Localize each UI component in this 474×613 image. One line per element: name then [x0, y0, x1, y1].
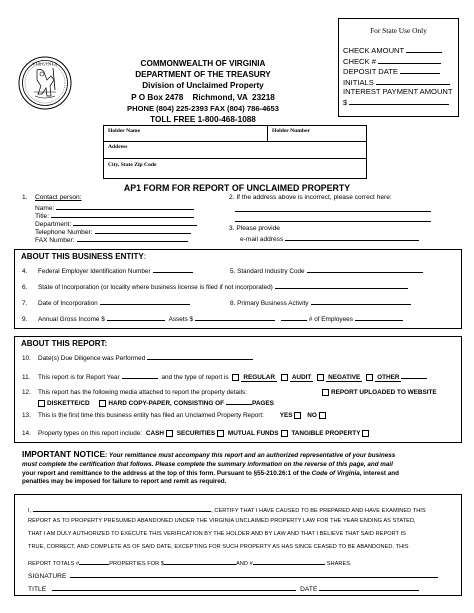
form-title: AP1 FORM FOR REPORT OF UNCLAIMED PROPERTY — [123, 183, 351, 193]
page-count-field[interactable] — [226, 397, 252, 405]
tangible-property-checkbox[interactable] — [362, 430, 369, 437]
shares-count-field[interactable] — [253, 557, 325, 565]
other-checkbox[interactable] — [366, 374, 373, 381]
address-label: Address — [108, 144, 128, 150]
business-entity-title: ABOUT THIS BUSINESS ENTITY: — [21, 252, 146, 261]
hard-copy-checkbox[interactable] — [99, 400, 106, 407]
address-field[interactable] — [104, 142, 366, 159]
contact-department-field[interactable]: Department: — [35, 218, 197, 229]
q14-property-types: 14. Property types on this report include: CASH SECURITIES MUTUAL FUNDS TANGIBLE PROPERTY — [22, 430, 371, 437]
title-date-row: TITLE DATE — [28, 583, 419, 593]
negative-checkbox[interactable] — [317, 374, 324, 381]
cert-line-2: REPORT AS TO PROPERTY PRESUMED ABANDONED UNDER THE VIRGINIA UNCLAIMED PROPERTY LAW FOR THE YEAR ENDING AS STATED, — [28, 518, 416, 524]
employees-field[interactable] — [281, 313, 307, 321]
deposit-date-field[interactable]: DEPOSIT DATE — [343, 66, 453, 77]
contact-fax-field[interactable]: FAX Number: — [35, 234, 188, 245]
header-toll-free: TOLL FREE 1-800-468-1088 — [150, 115, 256, 125]
cert-line-5: REPORT TOTALS # PROPERTIES FOR $ AND # SHARES. — [28, 557, 352, 567]
corrected-address-line-2[interactable] — [235, 214, 431, 225]
property-count-field[interactable] — [79, 557, 109, 565]
initials-field[interactable]: INITIALS — [343, 77, 453, 88]
notice-line-4: penalties may be imposed for failure to report and remit as required. — [22, 478, 227, 486]
property-amount-field[interactable] — [164, 557, 236, 565]
holder-name-label: Holder Name — [108, 128, 141, 134]
city-state-zip-field[interactable] — [104, 159, 366, 178]
holder-name-field[interactable] — [104, 126, 268, 142]
diskette-checkbox[interactable] — [38, 400, 45, 407]
q5-sic-field[interactable]: 5. Standard Industry Code — [230, 265, 423, 275]
q9-financials: 9. Annual Gross Income $ Assets $ # of Employees — [22, 313, 403, 323]
mutual-funds-checkbox[interactable] — [281, 430, 288, 437]
contact-title-field[interactable]: Title: — [35, 210, 194, 221]
cert-line-3: THAT I AM DULY AUTHORIZED TO EXECUTE THIS VERIFICATION BY THE HOLDER AND BY LAW AND THAT I BELIEVE THAT SAID REPORT IS — [28, 531, 406, 537]
q6-state-of-incorporation-field[interactable]: 6. State of Incorporation (or locality where business license is filed if not incorporated) — [22, 281, 408, 291]
header-block — [118, 58, 288, 125]
header-department: DEPARTMENT OF THE TREASURY — [135, 70, 271, 80]
holder-number-field[interactable] — [268, 126, 366, 142]
notice-title: IMPORTANT NOTICE — [22, 449, 106, 459]
q7-date-of-incorporation-field[interactable]: 7. Date of Incorporation — [22, 297, 190, 307]
notice-line-2: must complete the certification that follows. Please complete the summary information on the reverse of this page, and mail — [22, 460, 393, 468]
q4-fein-field[interactable]: 4. Federal Employer Identification Number — [22, 265, 193, 275]
contact-section — [22, 194, 462, 246]
holder-box — [103, 125, 367, 179]
date-field[interactable] — [319, 583, 419, 591]
state-use-title: For State Use Only — [370, 26, 427, 35]
holder-number-label: Holder Number — [272, 128, 310, 134]
contact-person-label: Contact person: — [35, 194, 82, 201]
q1-number: 1. — [22, 194, 28, 201]
city-state-zip-label: City, State Zip Code — [108, 162, 157, 168]
important-notice: IMPORTANT NOTICE: Your remittance must accompany this report and an authorized representative of your business must complete the certification that follows. Please complete the summary information on the reverse of this page, and mail your report and remittance to the address at the top of this form. Pursuant to §55-210.26:1 of the Code of Virginia, interest and penalties may be imposed for failure to report and remit as required. — [22, 450, 462, 487]
certifier-name-field[interactable] — [33, 504, 211, 512]
q2-label: 2. If the address above is incorrect, please correct here: — [229, 194, 392, 201]
cert-line-4: TRUE, CORRECT, AND COMPLETE AS OF SAID DATE, EXCEPTING FOR SUCH PROPERTY AS HAS SINCE CEASED TO BE ABANDONED. THIS — [28, 544, 409, 550]
signer-title-field[interactable] — [52, 583, 296, 591]
securities-checkbox[interactable] — [217, 430, 224, 437]
check-amount-field[interactable]: CHECK AMOUNT — [343, 45, 453, 56]
q12-media: 12. This report has the following media attached to report the property details: — [22, 389, 247, 396]
q11-report-year: 11. This report is for Report Year and the type of report is REGULAR AUDIT NEGATIVE OTHER — [22, 371, 427, 381]
report-year-field[interactable] — [122, 371, 158, 379]
contact-telephone-field[interactable]: Telephone Number: — [35, 226, 191, 237]
q12-media-options: DISKETTE/CD HARD COPY-PAPER, CONSISTING OF PAGES — [36, 397, 274, 407]
seal-text: VIRGINIA — [32, 61, 58, 67]
header-commonwealth: COMMONWEALTH OF VIRGINIA — [140, 59, 266, 68]
notice-line-3: your report and remittance to the address at the top of this form. Pursuant to §55-210.26:1 of the Code of Virginia, interest and — [22, 469, 399, 477]
cash-checkbox[interactable] — [166, 430, 173, 437]
q8-primary-activity-field[interactable]: 8. Primary Business Activity — [230, 297, 411, 307]
regular-checkbox[interactable] — [232, 374, 239, 381]
header-phone: PHONE (804) 225-2393 FAX (804) 786-4653 — [127, 103, 279, 113]
email-field[interactable]: e-mail address — [240, 233, 419, 244]
cert-line-1: I, , CERTIFY THAT I HAVE CAUSED TO BE PREPARED AND HAVE EXAMINED THIS — [28, 504, 426, 514]
website-upload-checkbox[interactable] — [322, 389, 329, 396]
first-time-yes-checkbox[interactable] — [294, 412, 301, 419]
header-address: P O Box 2478 Richmond, VA 23218 — [131, 92, 275, 102]
assets-field[interactable] — [195, 313, 275, 321]
q10-due-diligence-field[interactable]: 10. Date(s) Due Diligence was Performed — [22, 352, 253, 362]
interest-payment-field[interactable]: $ — [343, 97, 453, 108]
q3-label: 3. Please provide — [229, 225, 280, 232]
contact-name-field[interactable]: Name: — [35, 202, 194, 213]
signature-field[interactable]: SIGNATURE — [28, 570, 438, 580]
website-upload-option[interactable]: REPORT UPLOADED TO WEBSITE — [320, 389, 437, 396]
gross-income-field[interactable] — [107, 313, 165, 321]
audit-checkbox[interactable] — [281, 374, 288, 381]
first-time-no-checkbox[interactable] — [319, 412, 326, 419]
q13-first-time: 13. This is the first time this business entity has filed an Unclaimed Property Report: YES NO — [22, 412, 328, 419]
check-number-field[interactable]: CHECK # — [343, 56, 453, 67]
about-report-title: ABOUT THIS REPORT: — [21, 339, 108, 348]
header-division: Division of Unclaimed Property — [142, 81, 264, 91]
state-seal — [17, 50, 73, 116]
interest-payment-label: INTEREST PAYMENT AMOUNT — [343, 87, 453, 97]
state-use-box — [338, 18, 459, 117]
